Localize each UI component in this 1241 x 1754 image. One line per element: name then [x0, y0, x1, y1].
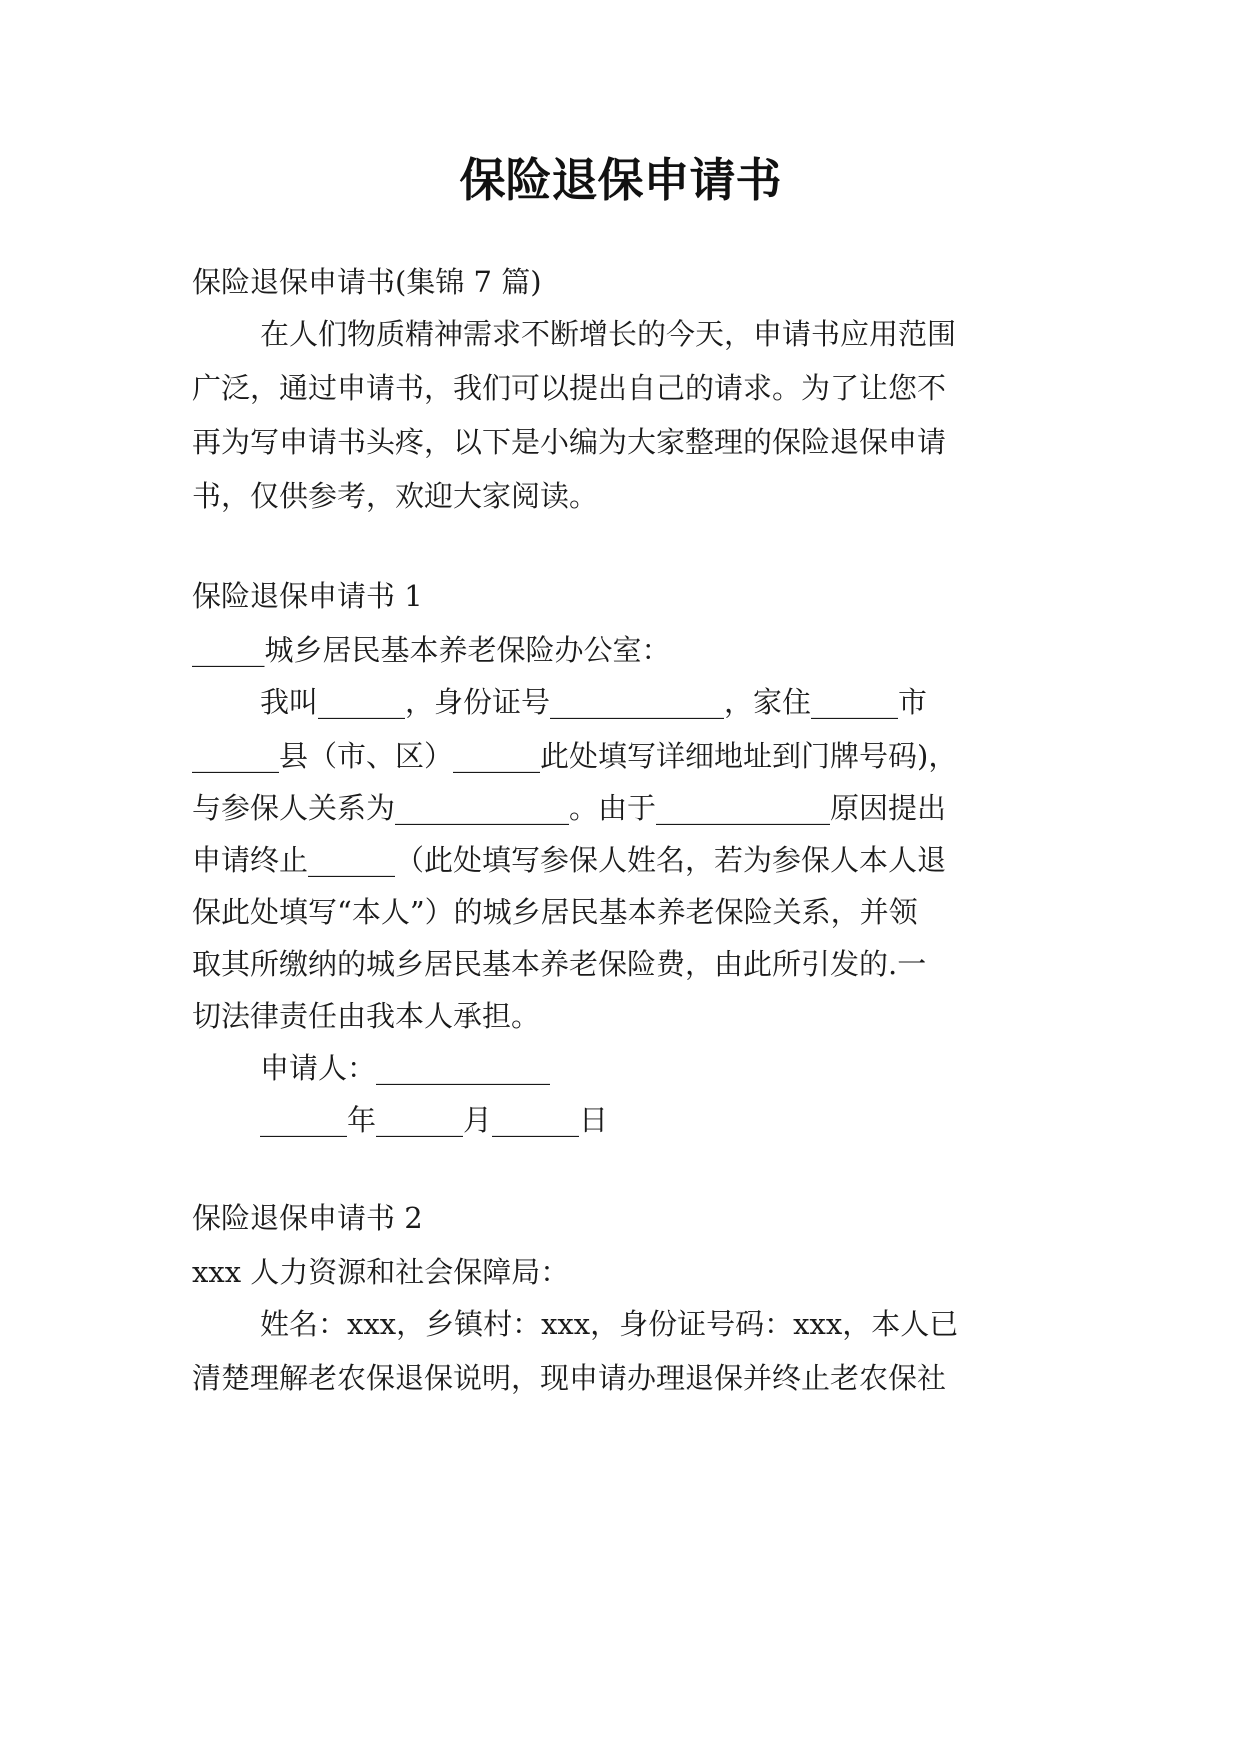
- section1-applicant: 申请人：____________: [260, 1051, 551, 1085]
- section1-body-line: ______县（市、区）______此处填写详细地址到门牌号码)，: [192, 739, 958, 773]
- section1-body-line: 申请终止______（此处填写参保人姓名，若为参保人本人退: [192, 843, 947, 877]
- section1-body-line: 取其所缴纳的城乡居民基本养老保险费，由此所引发的.一: [192, 947, 927, 981]
- section1-body-line: 切法律责任由我本人承担。: [192, 999, 541, 1033]
- section1-addressee: _____城乡居民基本养老保险办公室：: [192, 633, 671, 667]
- section1-body-line: 保此处填写“本人”）的城乡居民基本养老保险关系，并领: [192, 895, 918, 929]
- section2-body-line: 姓名：xxx，乡镇村：xxx，身份证号码：xxx，本人已: [260, 1307, 959, 1341]
- section2-addressee: xxx 人力资源和社会保障局：: [192, 1255, 570, 1289]
- intro-line: 在人们物质精神需求不断增长的今天，申请书应用范围: [260, 317, 957, 351]
- section1-heading: 保险退保申请书 1: [192, 579, 423, 613]
- intro-line: 书，仅供参考，欢迎大家阅读。: [192, 479, 599, 513]
- intro-line: 广泛，通过申请书，我们可以提出自己的请求。为了让您不: [192, 371, 947, 405]
- section2-heading: 保险退保申请书 2: [192, 1201, 423, 1235]
- document-subtitle: 保险退保申请书(集锦 7 篇): [192, 265, 542, 299]
- document-title: 保险退保申请书: [459, 153, 782, 207]
- section1-body-line: 与参保人关系为____________。由于____________原因提出: [192, 791, 947, 825]
- section1-body-line: 我叫______，身份证号____________，家住______市: [260, 685, 928, 719]
- section2-body-line: 清楚理解老农保退保说明，现申请办理退保并终止老农保社: [192, 1361, 947, 1395]
- intro-line: 再为写申请书头疼，以下是小编为大家整理的保险退保申请: [192, 425, 947, 459]
- section1-date: ______年______月______日: [260, 1103, 609, 1137]
